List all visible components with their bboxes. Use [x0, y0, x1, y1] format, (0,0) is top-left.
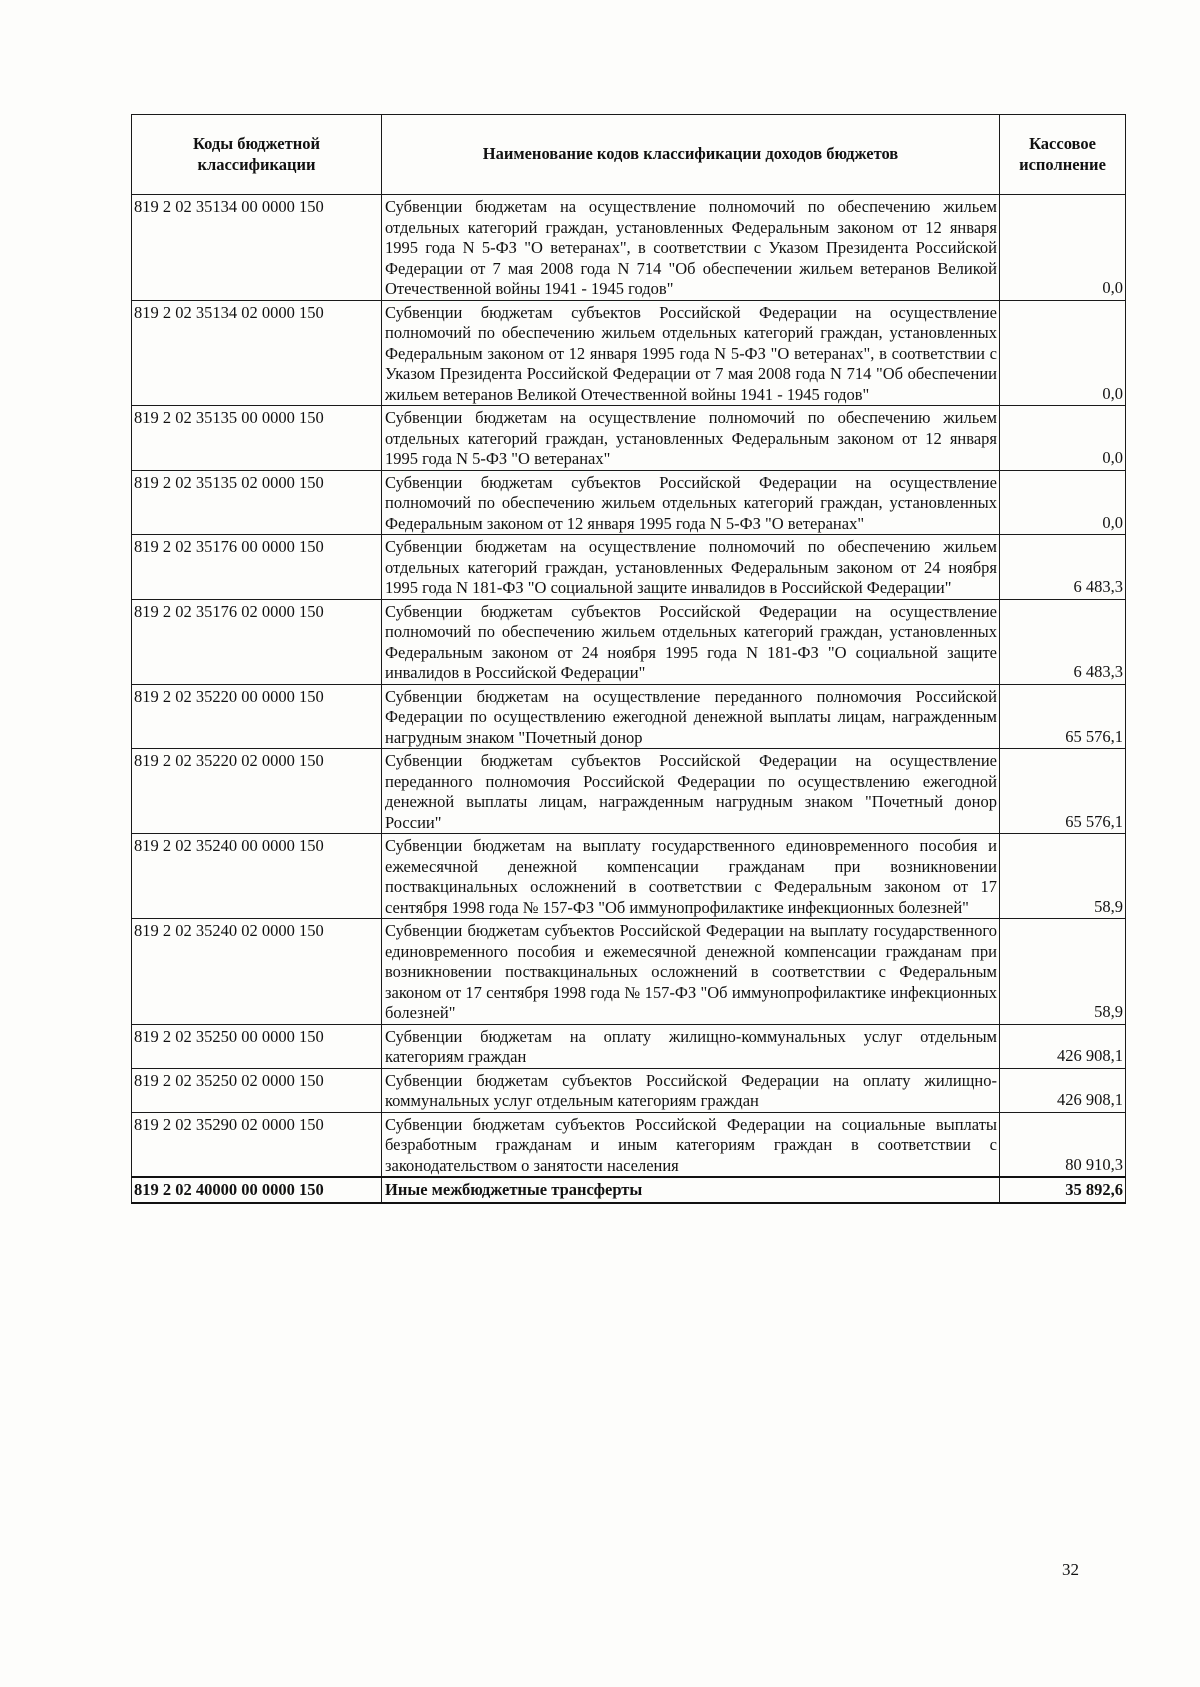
header-code: Коды бюджетной классификации — [132, 115, 382, 195]
row-name: Субвенции бюджетам на осуществление полномочий по обеспечению жильем отдельных категорий граждан, установленных Федеральным законом от 24 ноября 1995 года N 181-ФЗ "О социальной защите инвалидов в Российской Федерации" — [382, 535, 1000, 600]
row-code: 819 2 02 35135 02 0000 150 — [132, 470, 382, 535]
table-row — [132, 684, 1126, 749]
row-code: 819 2 02 35134 00 0000 150 — [132, 195, 382, 301]
table-row — [132, 535, 1126, 600]
table-header-row — [132, 115, 1126, 195]
row-amount: 80 910,3 — [1000, 1112, 1126, 1177]
row-amount: 426 908,1 — [1000, 1068, 1126, 1112]
row-code: 819 2 02 35220 00 0000 150 — [132, 684, 382, 749]
row-code: 819 2 02 35134 02 0000 150 — [132, 300, 382, 406]
row-amount: 0,0 — [1000, 470, 1126, 535]
row-name: Субвенции бюджетам субъектов Российской Федерации на осуществление полномочий по обеспечению жильем отдельных категорий граждан, установленных Федеральным законом от 12 января 1995 года N 5-ФЗ "О ветеранах" — [382, 470, 1000, 535]
row-name: Субвенции бюджетам субъектов Российской Федерации на оплату жилищно-коммунальных услуг отдельным категориям граждан — [382, 1068, 1000, 1112]
row-code: 819 2 02 35240 02 0000 150 — [132, 919, 382, 1025]
row-code: 819 2 02 35290 02 0000 150 — [132, 1112, 382, 1177]
row-amount: 0,0 — [1000, 195, 1126, 301]
row-name: Субвенции бюджетам на осуществление полномочий по обеспечению жильем отдельных категорий граждан, установленных Федеральным законом от 12 января 1995 года N 5-ФЗ "О ветеранах" — [382, 406, 1000, 471]
table-row — [132, 406, 1126, 471]
table-row — [132, 1068, 1126, 1112]
row-name: Субвенции бюджетам субъектов Российской Федерации на осуществление полномочий по обеспечению жильем отдельных категорий граждан, установленных Федеральным законом от 12 января 1995 года N 5-ФЗ "О ветеранах", в соответствии с Указом Президента Российской Федерации от 7 мая 2008 года N 714 "Об обеспечении жильем ветеранов Великой Отечественной войны 1941 - 1945 годов" — [382, 300, 1000, 406]
row-name: Субвенции бюджетам на выплату государственного единовременного пособия и ежемесячной денежной компенсации гражданам при возникновении поствакцинальных осложнений в соответствии с Федеральным законом от 17 сентября 1998 года № 157-ФЗ "Об иммунопрофилактике инфекционных болезней" — [382, 834, 1000, 919]
table-row — [132, 195, 1126, 301]
row-code: 819 2 02 35250 00 0000 150 — [132, 1024, 382, 1068]
row-name: Субвенции бюджетам на оплату жилищно-коммунальных услуг отдельным категориям граждан — [382, 1024, 1000, 1068]
row-code: 819 2 02 35176 02 0000 150 — [132, 599, 382, 684]
row-name: Субвенции бюджетам на осуществление переданного полномочия Российской Федерации по осуществлению ежегодной денежной выплаты лицам, награжденным нагрудным знаком "Почетный донор — [382, 684, 1000, 749]
header-name: Наименование кодов классификации доходов бюджетов — [382, 115, 1000, 195]
table-row — [132, 470, 1126, 535]
table-row — [132, 749, 1126, 834]
row-amount: 6 483,3 — [1000, 535, 1126, 600]
total-amount: 35 892,6 — [1000, 1177, 1126, 1203]
budget-revenue-table — [131, 114, 1126, 1204]
table-row — [132, 599, 1126, 684]
row-amount: 426 908,1 — [1000, 1024, 1126, 1068]
total-name: Иные межбюджетные трансферты — [382, 1177, 1000, 1203]
row-amount: 58,9 — [1000, 919, 1126, 1025]
row-amount: 0,0 — [1000, 406, 1126, 471]
row-code: 819 2 02 35135 00 0000 150 — [132, 406, 382, 471]
page-number: 32 — [1062, 1560, 1079, 1579]
table-header — [132, 115, 1126, 195]
row-amount: 0,0 — [1000, 300, 1126, 406]
table-row — [132, 919, 1126, 1025]
row-amount: 6 483,3 — [1000, 599, 1126, 684]
row-amount: 65 576,1 — [1000, 684, 1126, 749]
row-code: 819 2 02 35240 00 0000 150 — [132, 834, 382, 919]
row-amount: 65 576,1 — [1000, 749, 1126, 834]
table-row — [132, 300, 1126, 406]
row-code: 819 2 02 35250 02 0000 150 — [132, 1068, 382, 1112]
row-code: 819 2 02 35176 00 0000 150 — [132, 535, 382, 600]
table-row — [132, 834, 1126, 919]
total-row — [132, 1177, 1126, 1203]
row-name: Субвенции бюджетам субъектов Российской Федерации на осуществление полномочий по обеспечению жильем отдельных категорий граждан, установленных Федеральным законом от 24 ноября 1995 года N 181-ФЗ "О социальной защите инвалидов в Российской Федерации" — [382, 599, 1000, 684]
row-code: 819 2 02 35220 02 0000 150 — [132, 749, 382, 834]
header-amount: Кассовое исполнение — [1000, 115, 1126, 195]
table-row — [132, 1024, 1126, 1068]
table-body — [132, 195, 1126, 1203]
table-row — [132, 1112, 1126, 1177]
total-code: 819 2 02 40000 00 0000 150 — [132, 1177, 382, 1203]
row-amount: 58,9 — [1000, 834, 1126, 919]
row-name: Субвенции бюджетам субъектов Российской Федерации на социальные выплаты безработным гражданам и иным категориям граждан в соответствии с законодательством о занятости населения — [382, 1112, 1000, 1177]
row-name: Субвенции бюджетам субъектов Российской Федерации на выплату государственного единовременного пособия и ежемесячной денежной компенсации гражданам при возникновении поствакцинальных осложнений в соответствии с Федеральным законом от 17 сентября 1998 года № 157-ФЗ "Об иммунопрофилактике инфекционных болезней" — [382, 919, 1000, 1025]
row-name: Субвенции бюджетам субъектов Российской Федерации на осуществление переданного полномочия Российской Федерации по осуществлению ежегодной денежной выплаты лицам, награжденным нагрудным знаком "Почетный донор России" — [382, 749, 1000, 834]
row-name: Субвенции бюджетам на осуществление полномочий по обеспечению жильем отдельных категорий граждан, установленных Федеральным законом от 12 января 1995 года N 5-ФЗ "О ветеранах", в соответствии с Указом Президента Российской Федерации от 7 мая 2008 года N 714 "Об обеспечении жильем ветеранов Великой Отечественной войны 1941 - 1945 годов" — [382, 195, 1000, 301]
